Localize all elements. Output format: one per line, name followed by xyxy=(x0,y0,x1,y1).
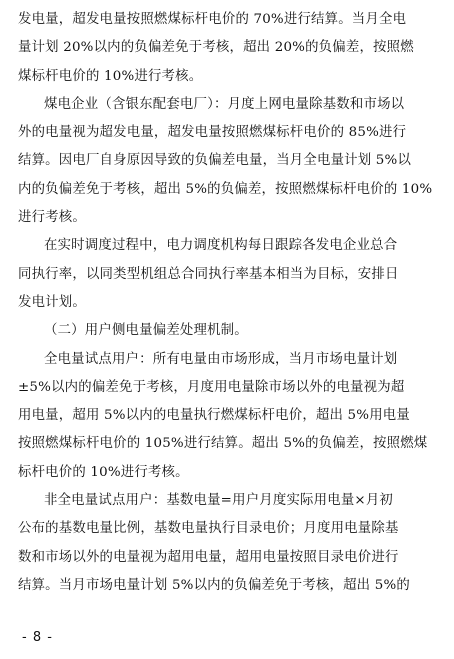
text-line: 按照燃煤标杆电价的 105%进行结算。超出 5%的负偏差，按照燃煤 xyxy=(18,436,428,452)
text-line: 发电计划。 xyxy=(18,294,86,310)
text-line: 量计划 20%以内的负偏差免于考核，超出 20%的负偏差，按照燃 xyxy=(18,40,414,56)
text-line: 同执行率，以同类型机组总合同执行率基本相当为目标，安排日 xyxy=(18,266,399,282)
page-number: - 8 - xyxy=(22,630,53,645)
text-line: 煤标杆电价的 10%进行考核。 xyxy=(18,68,203,84)
text-line: ±5%以内的偏差免于考核，月度用电量除市场以外的电量视为超 xyxy=(18,379,405,395)
text-line: 外的电量视为超发电量，超发电量按照燃煤标杆电价的 85%进行 xyxy=(18,125,407,141)
text-line: 数和市场以外的电量视为超用电量，超用电量按照目录电价进行 xyxy=(18,549,399,565)
text-line: 在实时调度过程中，电力调度机构每日跟踪各发电企业总合 xyxy=(44,238,398,254)
text-line: 全电量试点用户：所有电量由市场形成，当月市场电量计划 xyxy=(44,351,398,367)
text-line: 标杆电价的 10%进行考核。 xyxy=(18,464,189,480)
document-body xyxy=(18,6,438,600)
text-line: 进行考核。 xyxy=(18,210,86,226)
text-line: 发电量，超发电量按照燃煤标杆电价的 70%进行结算。当月全电 xyxy=(18,12,407,27)
text-line: 用电量，超用 5%以内的电量执行燃煤标杆电价，超出 5%用电量 xyxy=(18,408,410,424)
text-line: 结算。因电厂自身原因导致的负偏差电量，当月全电量计划 5%以 xyxy=(18,153,412,169)
section-heading: （二）用户侧电量偏差处理机制。 xyxy=(44,323,248,339)
text-line: 结算。当月市场电量计划 5%以内的负偏差免于考核，超出 5%的 xyxy=(18,577,410,593)
text-line: 煤电企业（含银东配套电厂）：月度上网电量除基数和市场以 xyxy=(44,96,405,112)
text-line: 内的负偏差免于考核，超出 5%的负偏差，按照燃煤标杆电价的 10% xyxy=(18,181,433,197)
text-line: 公布的基数电量比例，基数电量执行目录电价；月度用电量除基 xyxy=(18,521,399,537)
text-line: 非全电量试点用户：基数电量=用户月度实际用电量×月初 xyxy=(44,493,394,509)
